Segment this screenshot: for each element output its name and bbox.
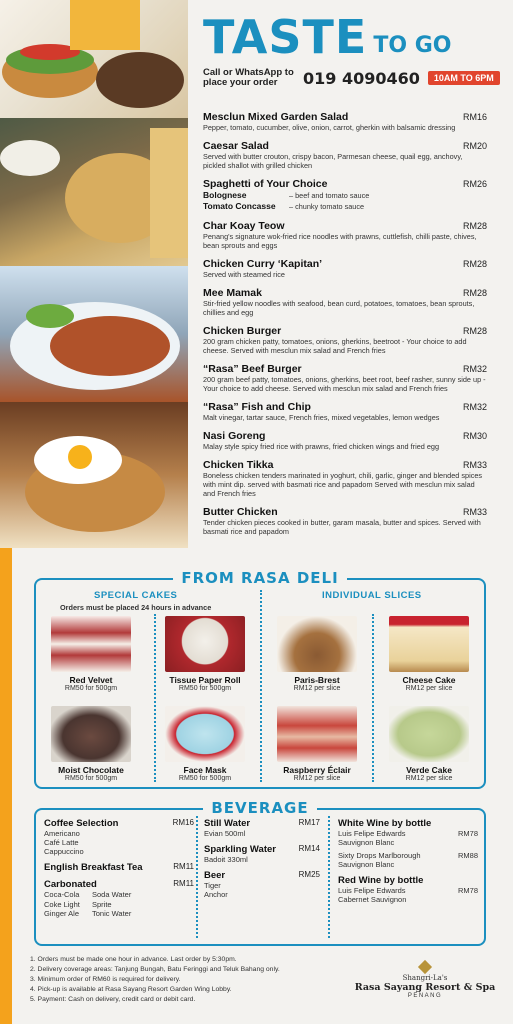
carbonated-items xyxy=(44,890,194,919)
menu-item-desc: Malt vinegar, tartar sauce, French fries, mixed vegetables, lemon wedges xyxy=(203,413,440,422)
bev-price: RM78 xyxy=(457,886,478,895)
deli-title-text: FROM RASA DELI xyxy=(173,569,346,587)
beverage-column xyxy=(338,818,478,910)
bev-price: RM78 xyxy=(457,829,478,838)
menu-item-desc: Served with steamed rice xyxy=(203,270,285,279)
phone-number[interactable]: 019 4090460 xyxy=(303,68,420,88)
cake-image xyxy=(277,616,357,672)
bev-name: Beer xyxy=(204,870,226,881)
deli-title xyxy=(36,569,484,588)
bev-item: Café Latte xyxy=(44,838,79,847)
bev-item: Sixty Drops Marlborough xyxy=(338,851,421,860)
bev-item: Tonic Water xyxy=(92,909,132,918)
bev-price: RM88 xyxy=(457,851,478,860)
cake-name: Raspberry Éclair xyxy=(283,765,351,775)
special-cakes-note: Orders must be placed 24 hours in advance xyxy=(60,603,212,612)
menu-item-price: RM28 xyxy=(462,259,487,269)
bev-item: Sauvignon Blanc xyxy=(338,838,395,847)
divider xyxy=(154,614,156,782)
cake-card[interactable] xyxy=(160,706,250,782)
cake-card[interactable] xyxy=(160,616,250,692)
fish-and-chip-photo xyxy=(0,118,188,266)
option-name: Bolognese xyxy=(203,190,247,200)
red-wine-group xyxy=(338,875,478,904)
bev-item: Sprite xyxy=(92,899,112,909)
menu-item-name: Chicken Tikka xyxy=(203,459,274,471)
divider xyxy=(372,614,374,782)
menu-item-name: “Rasa” Beef Burger xyxy=(203,363,302,375)
menu-item-desc: Malay style spicy fried rice with prawns, fried chicken wings and fried egg xyxy=(203,442,440,451)
brand-title: TASTE xyxy=(203,10,368,64)
menu-item-name: “Rasa” Fish and Chip xyxy=(203,401,311,413)
bev-name: Red Wine by bottle xyxy=(338,875,424,886)
divider xyxy=(328,816,330,938)
option-desc: – chunky tomato sauce xyxy=(289,202,365,211)
bev-name: Coffee Selection xyxy=(44,818,119,829)
menu-item-price: RM28 xyxy=(462,288,487,298)
menu-item-name: Chicken Burger xyxy=(203,325,282,337)
menu-item-price: RM33 xyxy=(462,460,487,470)
bev-name: Carbonated xyxy=(44,879,97,890)
special-cakes-title: SPECIAL CAKES xyxy=(94,590,178,601)
brand-logo xyxy=(203,10,503,64)
bev-price: RM11 xyxy=(173,862,194,871)
menu-item-price: RM32 xyxy=(462,402,487,412)
bev-item: Coke Light xyxy=(44,899,80,909)
logo-location: PENANG xyxy=(407,993,443,999)
bev-item: Badoit 330ml xyxy=(204,855,248,864)
cake-card[interactable] xyxy=(384,706,474,782)
menu-item xyxy=(203,363,487,393)
bev-name: White Wine by bottle xyxy=(338,818,432,829)
cake-name: Moist Chocolate xyxy=(58,765,124,775)
menu-item-desc: Boneless chicken tenders marinated in yoghurt, chili, garlic, ginger and blended spices with mint dip. served with basmati rice and papadom Served with mesclun mix salad and French fries xyxy=(203,471,483,498)
menu-item xyxy=(203,220,487,250)
menu-item-name: Spaghetti of Your Choice xyxy=(203,178,328,190)
bev-item: Soda Water xyxy=(92,890,132,899)
cake-image xyxy=(165,616,245,672)
bev-item: Coca-Cola xyxy=(44,890,80,899)
beverage-title-text: BEVERAGE xyxy=(203,799,316,817)
burger-photo xyxy=(0,0,188,118)
menu-item-name: Butter Chicken xyxy=(203,506,278,518)
menu-item xyxy=(203,258,487,279)
bev-name: Still Water xyxy=(204,818,251,829)
nasi-goreng-photo xyxy=(0,402,188,548)
beverage-column xyxy=(44,818,194,925)
cake-image xyxy=(389,706,469,762)
bev-name: Sparkling Water xyxy=(204,844,276,855)
cake-card[interactable] xyxy=(272,616,362,692)
brand-subtitle: TO GO xyxy=(373,33,452,58)
cake-price: RM12 per slice xyxy=(293,775,341,782)
menu-item xyxy=(203,287,487,317)
food-photo-column xyxy=(0,0,188,548)
cake-name: Cheese Cake xyxy=(402,675,456,685)
cake-card[interactable] xyxy=(384,616,474,692)
cake-name: Tissue Paper Roll xyxy=(169,675,241,685)
menu-item-name: Mesclun Mixed Garden Salad xyxy=(203,111,349,123)
menu-item xyxy=(203,506,487,536)
menu-item-desc: Pepper, tomato, cucumber, olive, onion, carrot, gherkin with balsamic dressing xyxy=(203,123,456,132)
bev-price: RM14 xyxy=(298,844,320,853)
cake-name: Verde Cake xyxy=(406,765,452,775)
beverage-column xyxy=(204,818,320,905)
cake-price: RM50 for 500gm xyxy=(64,685,118,692)
cake-image xyxy=(389,616,469,672)
sparkling-water-group xyxy=(204,844,320,864)
rasa-deli-section xyxy=(34,569,486,789)
bev-item: Americano xyxy=(44,829,80,838)
menu-option xyxy=(203,190,487,201)
resort-logo xyxy=(350,962,500,999)
bev-price: RM25 xyxy=(298,870,320,879)
footnote: 5. Payment: Cash on delivery, credit card or debit card. xyxy=(30,996,196,1003)
contact-label: Call or WhatsApp to place your order xyxy=(203,67,294,88)
bev-price: RM16 xyxy=(172,818,194,827)
bev-name: English Breakfast Tea xyxy=(44,862,143,873)
cake-image xyxy=(277,706,357,762)
cake-name: Red Velvet xyxy=(69,675,113,685)
bev-price: RM11 xyxy=(173,879,194,888)
cake-price: RM50 for 500gm xyxy=(64,775,118,782)
menu-item xyxy=(203,111,487,132)
menu-item xyxy=(203,459,487,498)
menu-list xyxy=(203,111,487,544)
chicken-tikka-photo xyxy=(0,266,188,402)
cake-card[interactable] xyxy=(272,706,362,782)
menu-item-desc: Tender chicken pieces cooked in butter, garam masala, butter and spices. Served with basmati rice and papadom xyxy=(203,518,481,536)
bev-item: Cappuccino xyxy=(44,847,84,856)
menu-item xyxy=(203,140,487,170)
bev-item: Luis Felipe Edwards xyxy=(338,829,406,838)
tea-group xyxy=(44,862,194,873)
cake-price: RM50 for 500gm xyxy=(178,775,232,782)
bev-price: RM17 xyxy=(298,818,320,827)
menu-item xyxy=(203,325,487,355)
menu-item-price: RM30 xyxy=(462,431,487,441)
individual-slices-title: INDIVIDUAL SLICES xyxy=(322,590,422,601)
bev-item: Luis Felipe Edwards xyxy=(338,886,406,895)
cake-image xyxy=(165,706,245,762)
contact-row xyxy=(203,68,503,88)
cake-price: RM50 for 500gm xyxy=(178,685,232,692)
footnotes xyxy=(30,955,350,1005)
footnote: 3. Minimum order of RM60 is required for delivery. xyxy=(30,976,181,983)
bev-item: Ginger Ale xyxy=(44,909,80,918)
menu-option xyxy=(203,201,487,212)
menu-item xyxy=(203,178,487,212)
menu-item-desc: Penang's signature wok-fried rice noodles with prawns, cuttlefish, chilli paste, chives, bean sprouts and eggs xyxy=(203,232,477,250)
divider xyxy=(196,816,198,938)
white-wine-group xyxy=(338,818,478,869)
menu-item-price: RM32 xyxy=(462,364,487,374)
option-name: Tomato Concasse xyxy=(203,201,276,211)
hours-badge: 10AM TO 6PM xyxy=(428,71,500,85)
bev-item: Sauvignon Blanc xyxy=(338,860,395,869)
option-desc: – beef and tomato sauce xyxy=(289,191,370,200)
bev-item: Evian 500ml xyxy=(204,829,246,838)
cake-price: RM12 per slice xyxy=(293,685,341,692)
menu-item-price: RM26 xyxy=(462,179,487,189)
header xyxy=(203,10,503,88)
menu-item-name: Caesar Salad xyxy=(203,140,269,152)
logo-brand: Shangri-La's xyxy=(402,974,448,982)
menu-item-price: RM28 xyxy=(462,326,487,336)
footnote: 2. Delivery coverage areas: Tanjung Bungah, Batu Feringgi and Teluk Bahang only. xyxy=(30,966,280,973)
cake-price: RM12 per slice xyxy=(405,685,453,692)
bev-item: Tiger xyxy=(204,881,221,890)
orange-strip xyxy=(0,548,12,1024)
menu-item-desc: 200 gram beef patty, tomatoes, onions, gherkins, beet root, beef rasher, sunny side up - Your choice to add cheese. Served with mesclun mix salad and French fries xyxy=(203,375,486,393)
shangri-la-logo-icon xyxy=(418,960,432,974)
carbonated-group xyxy=(44,879,194,919)
menu-item xyxy=(203,401,487,422)
beverage-title xyxy=(36,799,484,818)
bev-item: Anchor xyxy=(204,890,228,899)
menu-item-name: Chicken Curry ‘Kapitan’ xyxy=(203,258,323,270)
footnote: 1. Orders must be made one hour in advance. Last order by 5:30pm. xyxy=(30,956,237,963)
cake-name: Face Mask xyxy=(183,765,227,775)
divider xyxy=(260,590,262,782)
cake-image xyxy=(51,616,131,672)
menu-item-price: RM33 xyxy=(462,507,487,517)
cake-price: RM12 per slice xyxy=(405,775,453,782)
still-water-group xyxy=(204,818,320,838)
menu-item-desc: Served with butter crouton, crispy bacon, Parmesan cheese, quail egg, anchovy, pickled shallot with grilled chicken xyxy=(203,152,463,170)
beer-group xyxy=(204,870,320,899)
menu-item-price: RM20 xyxy=(462,141,487,151)
cake-card[interactable] xyxy=(46,616,136,692)
coffee-group xyxy=(44,818,194,856)
menu-item xyxy=(203,430,487,451)
cake-card[interactable] xyxy=(46,706,136,782)
menu-item-price: RM16 xyxy=(462,112,487,122)
menu-item-name: Mee Mamak xyxy=(203,287,262,299)
menu-item-name: Char Koay Teow xyxy=(203,220,285,232)
menu-item-price: RM28 xyxy=(462,221,487,231)
cake-name: Paris-Brest xyxy=(294,675,340,685)
logo-name: Rasa Sayang Resort & Spa xyxy=(354,982,496,993)
beverage-section xyxy=(34,799,486,946)
footnote: 4. Pick-up is available at Rasa Sayang Resort Garden Wing Lobby. xyxy=(30,986,232,993)
cake-image xyxy=(51,706,131,762)
bev-item: Cabernet Sauvignon xyxy=(338,895,407,904)
menu-item-desc: 200 gram chicken patty, tomatoes, onions, gherkins, beetroot - Your choice to add cheese. Served with mesclun mix salad and French fries xyxy=(203,337,467,355)
menu-item-name: Nasi Goreng xyxy=(203,430,266,442)
menu-item-desc: Stir-fried yellow noodles with seafood, bean curd, potatoes, tomatoes, bean sprouts, chillies and egg xyxy=(203,299,475,317)
